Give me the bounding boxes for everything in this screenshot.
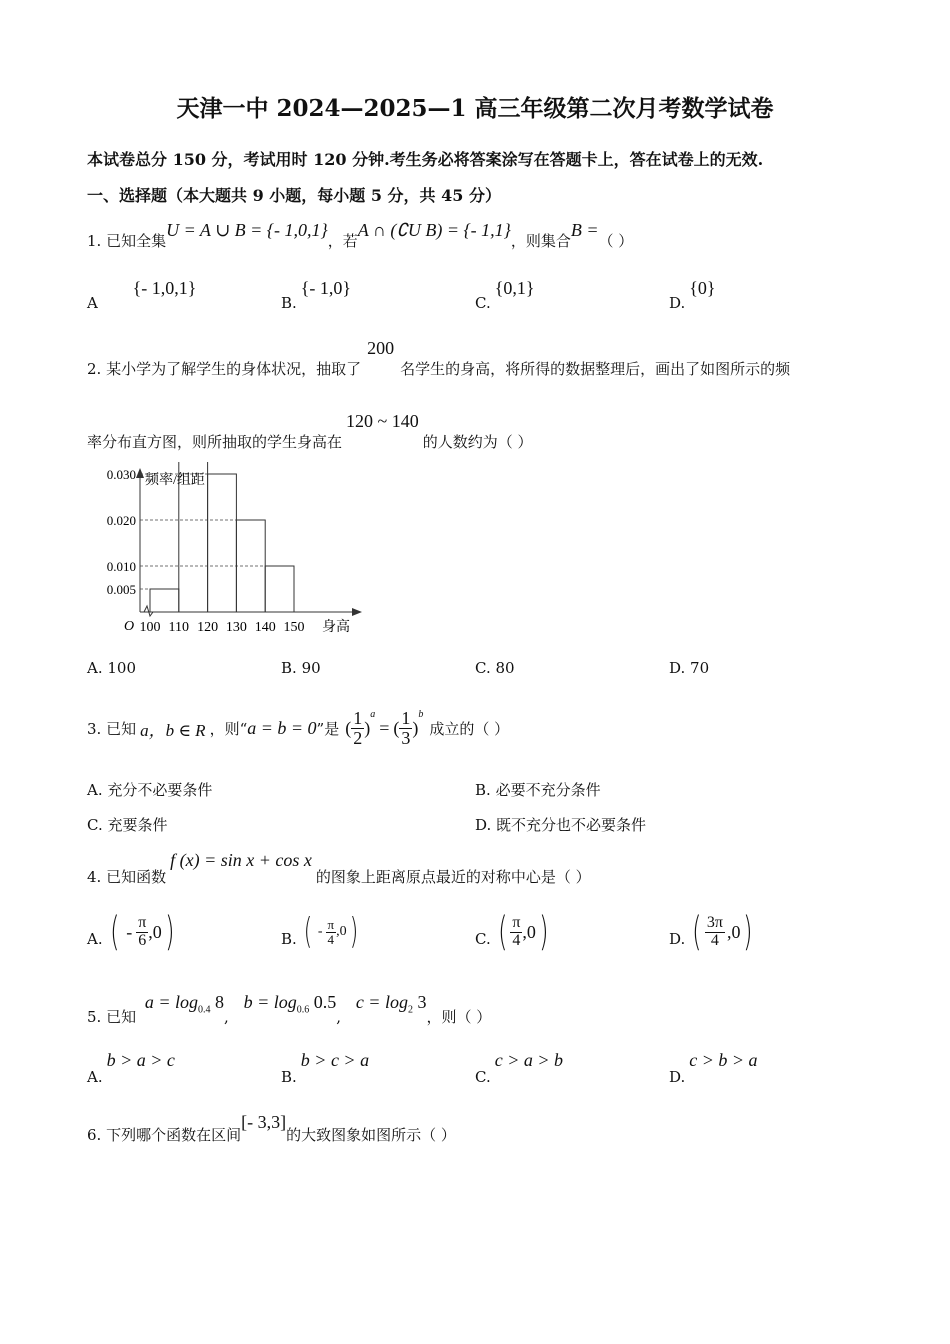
q1-option-d[interactable] [669,278,716,312]
q2-option-b[interactable] [281,659,321,677]
origin-label: O [124,619,135,634]
a-log: a = log [144,992,199,1012]
q5-b-expr [243,992,337,1016]
option-value: ( $\frac{\pi}{4}$ ,0 ) [497,909,549,955]
option-value: ( - $\frac{\pi}{6}$ ,0 ) [109,909,175,955]
frac-numerator: π [327,916,335,932]
q1-mid: ，若 [327,232,358,250]
option-value: 90 [301,659,321,677]
b-log: b = log [243,992,297,1012]
histogram-bar [150,589,179,612]
option-value: c > a > b [494,1050,564,1070]
question-2-line-2 [87,411,533,452]
y-tick-label: 0.005 [106,582,136,597]
option-label: B. [281,659,297,677]
b-arg: 0.5 [313,992,337,1012]
option-label: D. [475,816,492,834]
option-label: D. [669,930,686,948]
q5-option-a[interactable] [87,1050,175,1086]
option-label: A. [87,1068,103,1086]
q4-option-b[interactable] [281,905,361,959]
section-heading: 一、选择题（本大题共 9 小题，每小题 5 分，共 45 分） [87,186,501,205]
x-tick-label: 120 [197,620,219,635]
y-tick-label: 0.020 [106,513,136,528]
exponent-a: a [370,708,376,720]
frac-numerator: π [512,913,521,931]
option-value: b > c > a [300,1050,370,1070]
q3-vars: a，b ∈ R [140,720,206,740]
x-tick-label: 140 [254,620,276,635]
y-axis-arrow [136,468,144,478]
point-tail: ,0 [148,921,162,942]
q3-text: 成立的（ ） [429,719,510,738]
frac-numerator: 1 [401,707,411,728]
q1-universal-set: U = A ∪ B = {- 1,0,1} [166,220,328,240]
q2-option-a[interactable] [87,659,136,677]
q2-text: 2. 某小学为了解学生的身体状况，抽取了 [87,360,362,378]
option-label: A [87,294,98,312]
option-label: B. [281,930,297,948]
frac-denominator: 4 [710,931,719,949]
c-base: 2 [407,1004,413,1016]
q5-c-expr [355,992,427,1016]
q1-intersection: A ∩ (∁U B) = {- 1,1} [357,220,511,240]
q3-text: 3. 已知 [87,719,137,738]
c-arg: 3 [417,992,427,1012]
histogram-bar [265,566,294,612]
option-value: {- 1,0} [300,278,352,298]
axis-break-mark [144,606,153,616]
q3-text: ，则“ [209,719,248,738]
q1-blank: （ ） [598,232,634,250]
frac-denominator: 4 [327,931,335,947]
x-tick-label: 150 [283,620,305,635]
a-arg: 8 [215,992,225,1012]
q1-prefix: 1. 已知全集 [87,232,167,250]
option-label: B. [281,1068,297,1086]
q3-option-d[interactable] [475,814,646,835]
instructions: 本试卷总分 150 分，考试用时 120 分钟.考生务必将答案涂写在答题卡上，答在试卷上的无效. [87,150,764,169]
option-value: 充分不必要条件 [107,781,213,799]
q3-option-b[interactable] [475,779,601,800]
option-value: 80 [495,659,515,677]
option-value: {0} [689,278,716,298]
option-value: {- 1,0,1} [132,278,197,298]
q3-condition: a = b = 0 [247,717,317,738]
q2-text: 的人数约为（ ） [422,433,533,451]
frac-denominator: 3 [401,727,411,748]
q5-option-c[interactable] [475,1050,563,1086]
q5-text: 5. 已知 [87,1008,137,1026]
frac-denominator: 6 [138,931,147,949]
q4-option-a[interactable] [87,905,177,959]
q4-option-d[interactable] [669,905,756,959]
q1-set-b: B = [570,220,599,240]
option-value: 充要条件 [107,816,168,834]
exponent-b: b [418,708,424,720]
a-base: 0.4 [198,1004,211,1016]
q4-option-c[interactable] [475,905,552,959]
q1-suffix: ，则集合 [510,232,571,250]
option-label: C. [475,1068,491,1086]
q5-option-b[interactable] [281,1050,369,1086]
option-value: 既不充分也不必要条件 [496,816,647,834]
option-label: C. [475,294,491,312]
point-tail: ,0 [726,921,741,942]
q6-text: 6. 下列哪个函数在区间 [87,1126,242,1144]
option-value: {0,1} [494,278,535,298]
x-tick-label: 130 [225,620,247,635]
question-2-line-1 [87,338,790,379]
point-tail: ,0 [522,921,536,942]
q1-option-b[interactable] [281,278,351,312]
point-tail: ,0 [336,924,347,939]
c-log: c = log [355,992,408,1012]
b-base: 0.6 [296,1004,310,1016]
q4-text: 4. 已知函数 [87,868,167,886]
option-value: ( $\frac{3\pi}{4}$ ,0 ) [692,909,753,955]
histogram-bar [208,474,237,612]
q5-option-d[interactable] [669,1050,758,1086]
q5-a-expr [144,992,225,1016]
frac-denominator: 4 [512,931,521,949]
q1-option-c[interactable] [475,278,535,312]
question-1 [87,220,633,251]
q4-text: 的图象上距离原点最近的对称中心是（ ） [315,868,591,886]
y-tick-label: 0.010 [106,559,136,574]
comma: , [224,1008,229,1026]
option-label: A. [87,930,103,948]
question-3 [87,700,509,756]
x-axis-arrow [352,608,362,616]
frac-numerator: 3π [706,913,723,931]
q5-text: ，则（ ） [426,1008,492,1026]
option-label: A. [87,781,103,799]
option-value: b > a > c [106,1050,175,1070]
frac-numerator: π [138,913,147,931]
question-6 [87,1112,456,1145]
x-axis-label: 身高 [322,620,350,635]
equals-sign: = [379,717,390,738]
option-value: c > b > a [689,1050,758,1070]
option-value: 100 [107,659,137,677]
option-label: C. [475,659,491,677]
q3-option-c[interactable] [87,814,168,835]
option-label: D. [669,1068,686,1086]
option-label: B. [475,781,491,799]
q1-option-a[interactable] [87,278,196,312]
q2-height-range: 120 ~ 140 [346,411,419,431]
option-value: 70 [690,659,710,677]
q6-interval: [- 3,3] [241,1112,287,1132]
q2-option-c[interactable] [475,659,515,677]
option-label: B. [281,294,297,312]
question-5 [87,992,491,1027]
y-axis-label: 频率/组距 [145,473,205,488]
minus-sign: - [126,921,133,942]
q6-text: 的大致图象如图所示（ ） [286,1126,456,1144]
q2-text: 率分布直方图，则所抽取的学生身高在 [87,433,343,451]
frac-denominator: 2 [353,727,363,748]
page-title: 天津一中 2024—2025—1 高三年级第二次月考数学试卷 [176,95,774,122]
option-label: C. [475,930,491,948]
q2-sample-size: 200 [367,338,395,358]
option-label: D. [669,294,686,312]
option-label: A. [87,659,103,677]
frequency-histogram [90,462,370,640]
option-value: 必要不充分条件 [495,781,601,799]
comma: , [336,1008,342,1026]
option-value: ( - $\frac{\pi}{4}$ ,0 ) [303,911,358,952]
x-tick-label: 100 [139,620,161,635]
question-4 [87,850,591,887]
x-tick-label: 110 [168,620,190,635]
q3-option-a[interactable] [87,779,212,800]
q3-equation: ( $\frac{1}{2}$ ) $^a$ = ( $\frac{1}{3}$ ) $^b$ [345,707,424,748]
option-label: C. [87,816,103,834]
q2-option-d[interactable] [669,659,709,677]
q3-text: ”是 [316,719,340,738]
option-label: D. [669,659,686,677]
y-tick-label: 0.030 [106,467,136,482]
q4-function: f (x) = sin x + cos x [170,850,312,870]
q2-text: 名学生的身高，将所得的数据整理后，画出了如图所示的频 [400,360,791,378]
frac-numerator: 1 [353,707,363,728]
minus-sign: - [317,924,323,939]
